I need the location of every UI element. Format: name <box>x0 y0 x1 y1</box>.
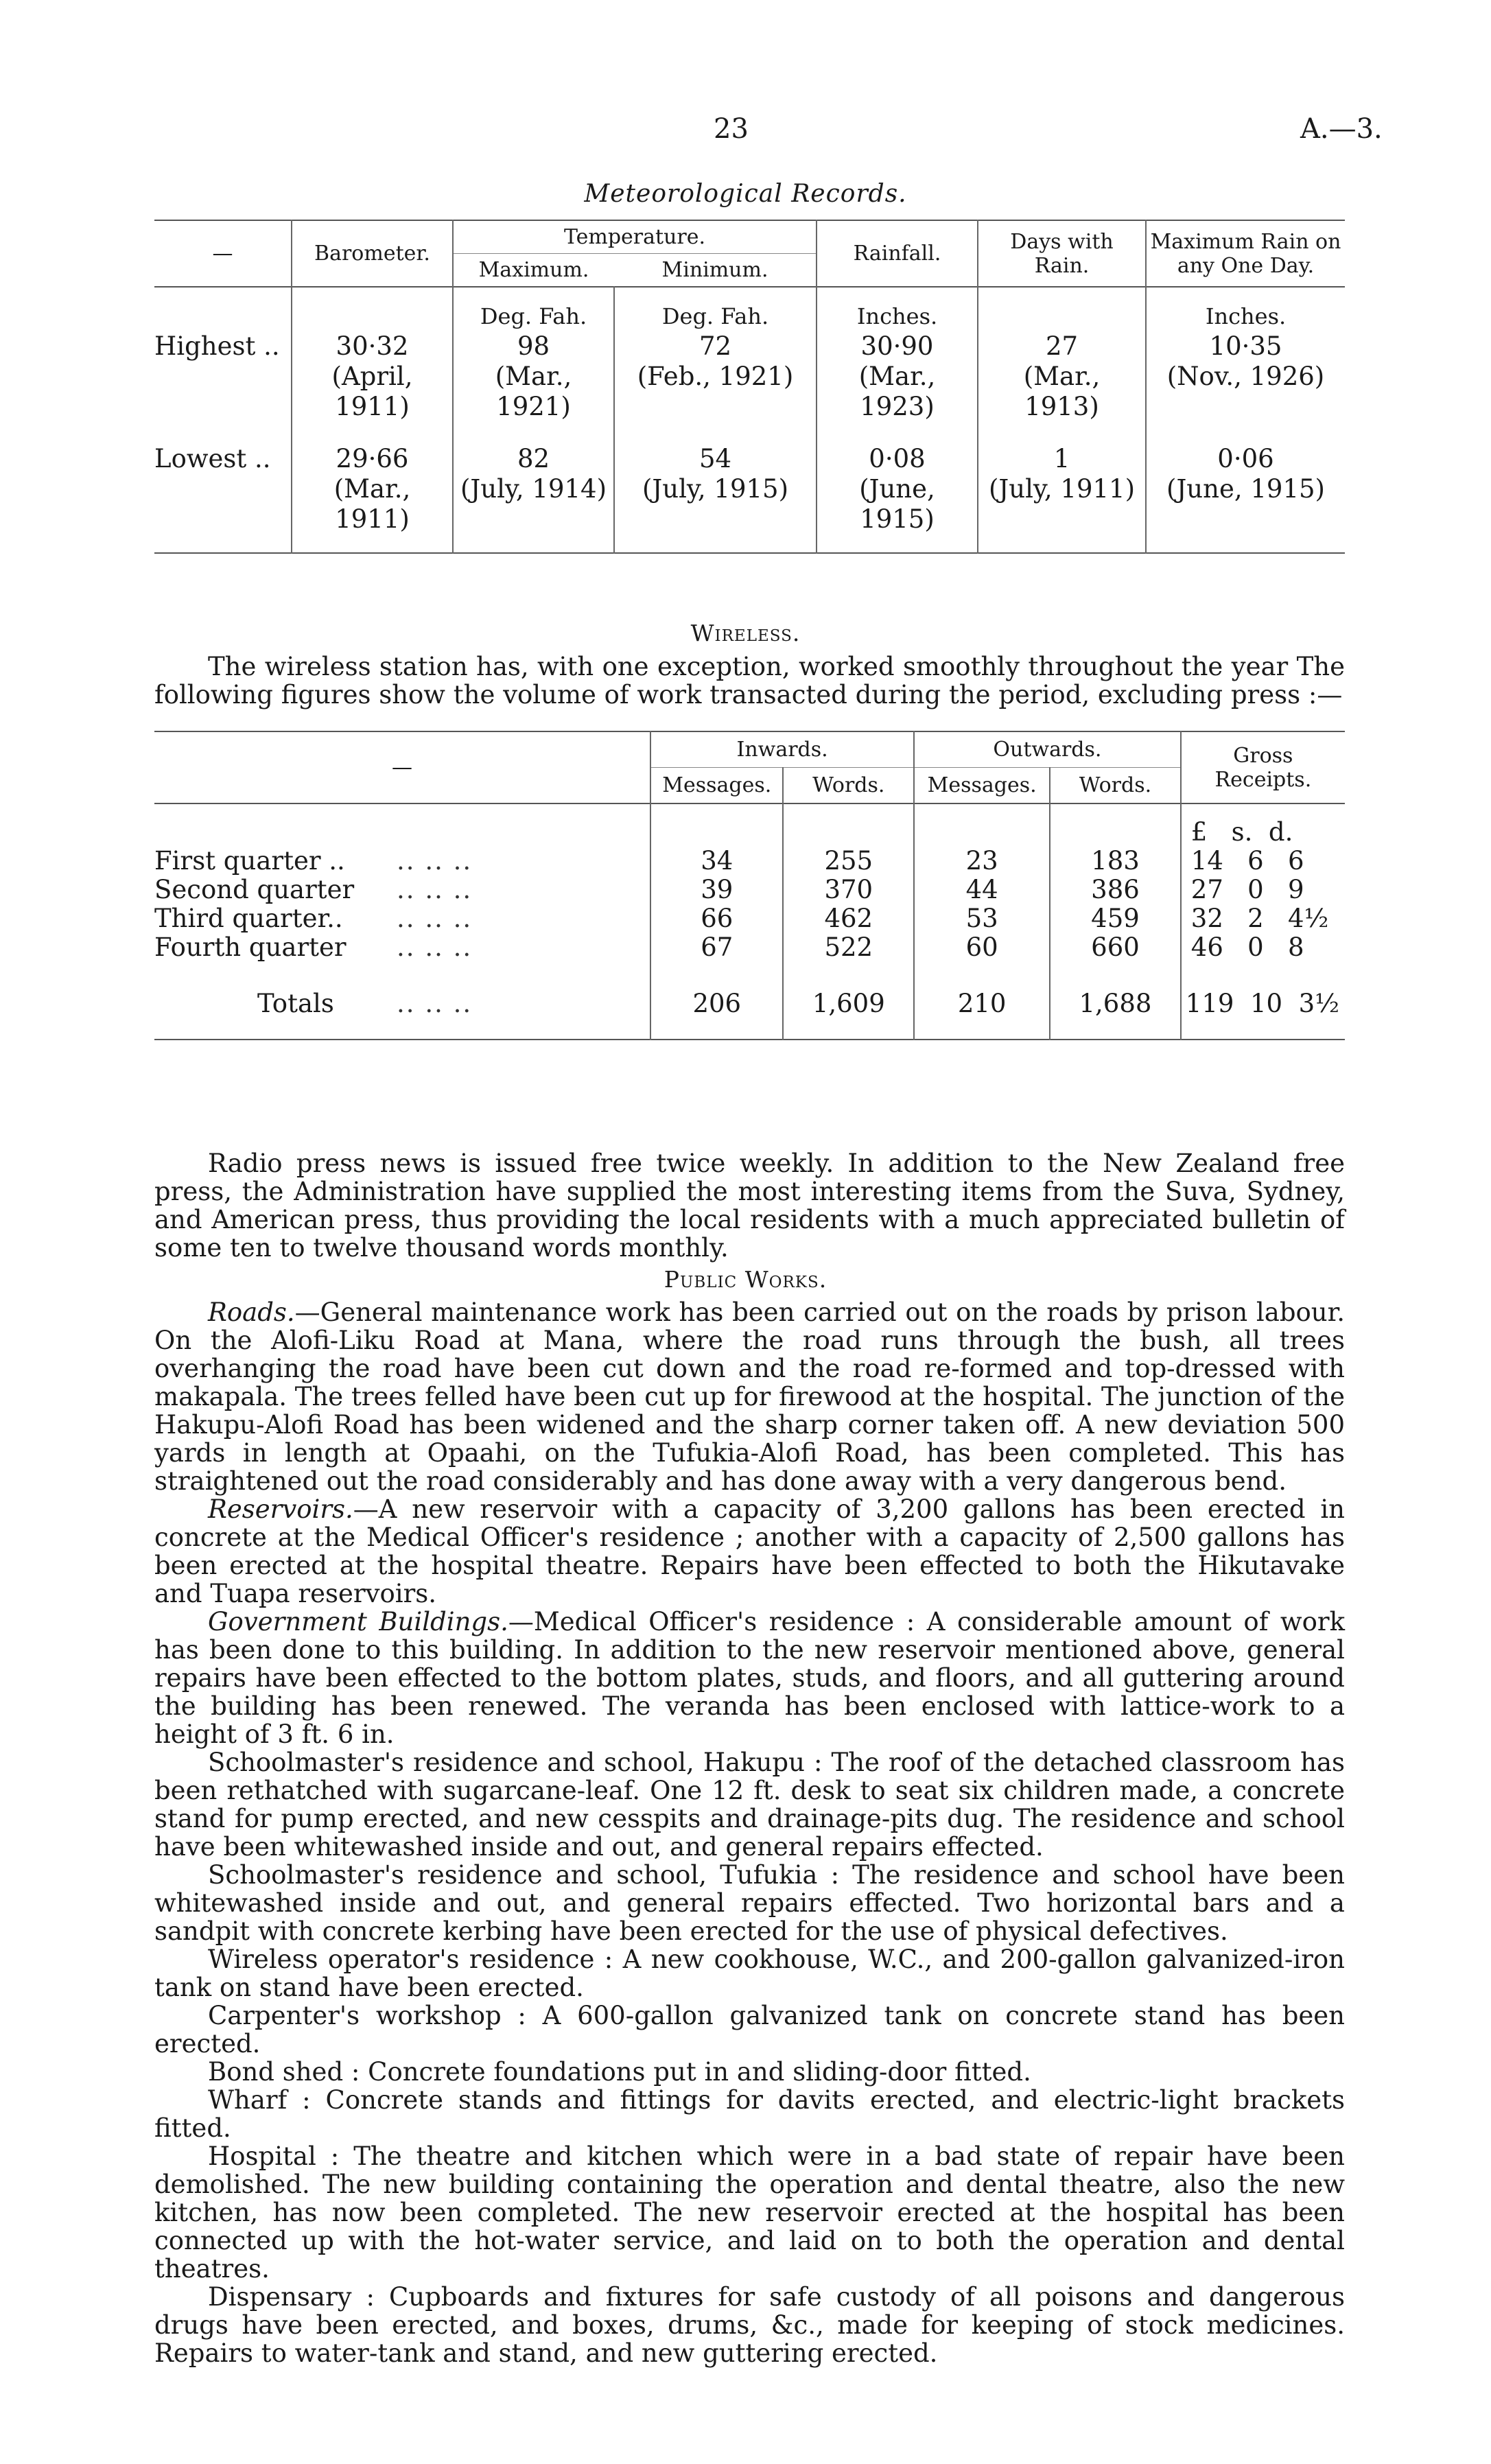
reservoirs-paragraph <box>154 1495 1345 1608</box>
met-header-dash: — <box>212 242 233 266</box>
totals-label: Totals <box>257 989 334 1018</box>
out-messages: 23 <box>914 847 1050 876</box>
dispensary-paragraph: Dispensary : Cupboards and fixtures for safe custody of all poisons and dangerous drugs have been erected, and boxes, drums, &c., made for keeping of stock medicines. Repairs to water-tank and stand, and new guttering erected. <box>154 2282 1345 2368</box>
in-words: 462 <box>783 904 914 933</box>
total-out-words: 1,688 <box>1050 962 1181 1040</box>
public-works-body <box>154 1298 1345 2367</box>
carpenter-workshop-paragraph: Carpenter's workshop : A 600-gallon galvanized tank on concrete stand has been erected. <box>154 2001 1345 2058</box>
total-out-messages: 210 <box>914 962 1050 1040</box>
total-in-words: 1,609 <box>783 962 914 1040</box>
receipt-pence: 9 <box>1288 875 1304 904</box>
min-temp-date: (Feb., 1921) <box>637 362 794 391</box>
met-row-lowest <box>154 422 1345 553</box>
out-words: 183 <box>1050 847 1181 876</box>
row-label: Fourth quarter <box>154 932 347 962</box>
government-buildings-lead: Government Buildings. <box>208 1607 508 1636</box>
public-works-title: Public Works. <box>664 1266 827 1293</box>
row-label: First quarter .. <box>154 846 345 876</box>
days-value: 27 <box>1045 331 1079 361</box>
receipt-shillings: 0 <box>1247 932 1264 962</box>
tufukia-school-paragraph: Schoolmaster's residence and school, Tufukia : The residence and school have been whitewashed inside and out, and general repairs effected. Two horizontal bars and a sandpit with concrete kerbing have been erected for the use of physical defectives. <box>154 1860 1345 1946</box>
wl-header-out-words: Words. <box>1050 768 1181 804</box>
receipt-shillings: 6 <box>1247 846 1264 876</box>
met-unit-max-rain: Inches. <box>1146 287 1345 331</box>
met-header-minimum: Minimum. <box>661 258 768 282</box>
table-row <box>154 933 1345 962</box>
hospital-paragraph: Hospital : The theatre and kitchen which were in a bad state of repair have been demolished. The new building containing the operation and dental theatre, also the new kitchen, has now been completed. The new reservoir erected at the hospital has been connected up with the hot-water service, and laid on to both the operation and dental theatres. <box>154 2142 1345 2284</box>
receipt-pounds: 27 <box>1190 875 1223 904</box>
wl-header-in-words: Words. <box>783 768 914 804</box>
max-rain-value: 10·35 <box>1209 331 1282 361</box>
max-rain-value: 0·06 <box>1217 444 1274 473</box>
table-row <box>154 847 1345 876</box>
met-header-barometer: Barometer. <box>292 220 453 287</box>
met-header-rainfall: Rainfall. <box>817 220 978 287</box>
receipt-pence: 4½ <box>1288 904 1329 933</box>
receipt-pence: 6 <box>1288 846 1304 876</box>
in-messages: 39 <box>650 876 783 904</box>
wireless-title: Wireless. <box>690 620 801 646</box>
row-leader-dots: .. .. .. <box>397 875 473 904</box>
in-messages: 67 <box>650 933 783 962</box>
met-header-max-rain: Maximum Rain on any One Day. <box>1146 220 1345 287</box>
total-pence: 3½ <box>1298 989 1339 1018</box>
table-row <box>154 876 1345 904</box>
in-messages: 66 <box>650 904 783 933</box>
page-number: 23 <box>714 113 749 145</box>
barometer-value: 29·66 <box>336 444 409 473</box>
wireless-residence-paragraph: Wireless operator's residence : A new cookhouse, W.C., and 200-gallon galvanized-iron tank on stand have been erected. <box>154 1945 1345 2002</box>
meteorological-title: Meteorological Records. <box>584 180 907 208</box>
out-messages: 44 <box>914 876 1050 904</box>
totals-leader-dots: .. .. .. <box>397 989 473 1018</box>
in-words: 522 <box>783 933 914 962</box>
receipt-shillings: 2 <box>1247 904 1264 933</box>
reservoirs-text: —A new reservoir with a capacity of 3,200 gallons has been erected in concrete at the Medical Officer's residence ; another with a capacity of 2,500 gallons has been erected at the hospital theatre. Repairs have been effected to both the Hikutavake and Tuapa reservoirs. <box>154 1494 1345 1608</box>
min-temp-value: 72 <box>698 331 732 361</box>
rainfall-value: 0·08 <box>869 444 926 473</box>
met-unit-max-temp: Deg. Fah. <box>453 287 614 331</box>
total-shillings: 10 <box>1249 989 1283 1018</box>
row-leader-dots: .. .. .. <box>397 904 473 933</box>
receipt-shillings: 0 <box>1247 875 1264 904</box>
roads-lead: Roads. <box>208 1298 295 1327</box>
in-messages: 34 <box>650 847 783 876</box>
row-label: Second quarter <box>154 875 355 904</box>
out-words: 660 <box>1050 933 1181 962</box>
min-temp-value: 54 <box>698 444 732 473</box>
row-leader-dots: .. .. .. <box>397 932 473 962</box>
currency-pounds: £ <box>1190 817 1208 847</box>
row-label: Highest .. <box>154 331 280 361</box>
met-header-temperature: Temperature. <box>453 220 817 254</box>
max-temp-value: 98 <box>517 331 550 361</box>
rainfall-date: (Mar., 1923) <box>858 362 936 421</box>
receipt-pounds: 32 <box>1190 904 1223 933</box>
radio-press-paragraph: Radio press news is issued free twice weekly. In addition to the New Zealand free press, the Administration have supplied the most interesting items from the Suva, Sydney, and American press, thus providing the local residents with a much appreciated bulletin of some ten to twelve thousand words monthly. <box>154 1149 1345 1263</box>
out-words: 459 <box>1050 904 1181 933</box>
max-temp-date: (Mar., 1921) <box>495 362 572 421</box>
days-date: (Mar., 1913) <box>1023 362 1101 421</box>
max-temp-date: (July, 1914) <box>460 474 607 504</box>
out-messages: 60 <box>914 933 1050 962</box>
wharf-paragraph: Wharf : Concrete stands and fittings for davits erected, and electric-light brackets fitted. <box>154 2085 1345 2143</box>
wl-header-in-messages: Messages. <box>650 768 783 804</box>
max-rain-date: (June, 1915) <box>1166 474 1325 504</box>
barometer-value: 30·32 <box>336 331 409 361</box>
receipt-pounds: 14 <box>1190 846 1223 876</box>
days-date: (July, 1911) <box>988 474 1136 504</box>
barometer-date: (April, 1911) <box>331 362 413 421</box>
totals-row <box>154 962 1345 1040</box>
rainfall-value: 30·90 <box>860 331 934 361</box>
currency-shillings: s. <box>1231 817 1253 847</box>
row-label: Third quarter.. <box>154 904 343 933</box>
max-rain-date: (Nov., 1926) <box>1166 362 1325 391</box>
wireless-after <box>154 1149 1345 1262</box>
government-buildings-paragraph <box>154 1608 1345 1748</box>
receipt-pounds: 46 <box>1190 932 1223 962</box>
total-in-messages: 206 <box>650 962 783 1040</box>
met-row-highest <box>154 331 1345 422</box>
wireless-table <box>154 731 1345 1040</box>
met-unit-rainfall: Inches. <box>817 287 978 331</box>
met-header-days-with-rain: Days with Rain. <box>978 220 1146 287</box>
min-temp-date: (July, 1915) <box>642 474 789 504</box>
wl-header-outwards: Outwards. <box>914 731 1181 768</box>
days-value: 1 <box>1053 444 1070 473</box>
meteorological-table <box>154 220 1345 554</box>
row-leader-dots: .. .. .. <box>397 846 473 876</box>
reservoirs-lead: Reservoirs. <box>208 1494 353 1524</box>
in-words: 255 <box>783 847 914 876</box>
rainfall-date: (June, 1915) <box>859 474 935 534</box>
wl-header-dash: — <box>392 755 413 779</box>
wl-header-out-messages: Messages. <box>914 768 1050 804</box>
wireless-intro-text: The wireless station has, with one exception, worked smoothly throughout the year The following figures show the volume of work transacted during the period, excluding press :— <box>154 652 1345 709</box>
hakupu-school-paragraph: Schoolmaster's residence and school, Hakupu : The roof of the detached classroom has been rethatched with sugarcane-leaf. One 12 ft. desk to seat six children made, a concrete stand for pump erected, and new cesspits and drainage-pits dug. The residence and school have been whitewashed inside and out, and general repairs effected. <box>154 1748 1345 1862</box>
met-unit-min-temp: Deg. Fah. <box>614 287 817 331</box>
document-reference: A.—3. <box>1300 113 1383 145</box>
out-words: 386 <box>1050 876 1181 904</box>
wl-header-inwards: Inwards. <box>650 731 914 768</box>
met-header-maximum: Maximum. <box>453 254 614 288</box>
row-label: Lowest .. <box>154 444 271 473</box>
in-words: 370 <box>783 876 914 904</box>
total-pounds: 119 <box>1185 989 1234 1018</box>
receipt-pence: 8 <box>1288 932 1304 962</box>
roads-text: —General maintenance work has been carried out on the roads by prison labour. On the Alofi-Liku Road at Mana, where the road runs through the bush, all trees overhanging the road have been cut down and the road re-formed and top-dressed with makapala. The trees felled have been cut up for firewood at the hospital. The junction of the Hakupu-Alofi Road has been widened and the sharp corner taken off. A new deviation 500 yards in length at Opaahi, on the Tufukia-Alofi Road, has been completed. This has straightened out the road considerably and has done away with a very dangerous bend. <box>154 1298 1345 1496</box>
barometer-date: (Mar., 1911) <box>333 474 411 534</box>
max-temp-value: 82 <box>517 444 550 473</box>
roads-paragraph <box>154 1298 1345 1495</box>
wireless-intro <box>154 653 1345 709</box>
government-buildings-text: —Medical Officer's residence : A considerable amount of work has been done to this building. In addition to the new reservoir mentioned above, general repairs have been effected to the bottom plates, studs, and floors, and all guttering around the building has been renewed. The veranda has been enclosed with lattice-work to a height of 3 ft. 6 in. <box>154 1607 1345 1749</box>
out-messages: 53 <box>914 904 1050 933</box>
wl-header-gross-receipts: Gross Receipts. <box>1181 731 1345 803</box>
currency-pence: d. <box>1268 817 1293 847</box>
table-row <box>154 904 1345 933</box>
bond-shed-paragraph: Bond shed : Concrete foundations put in and sliding-door fitted. <box>208 2057 1031 2087</box>
